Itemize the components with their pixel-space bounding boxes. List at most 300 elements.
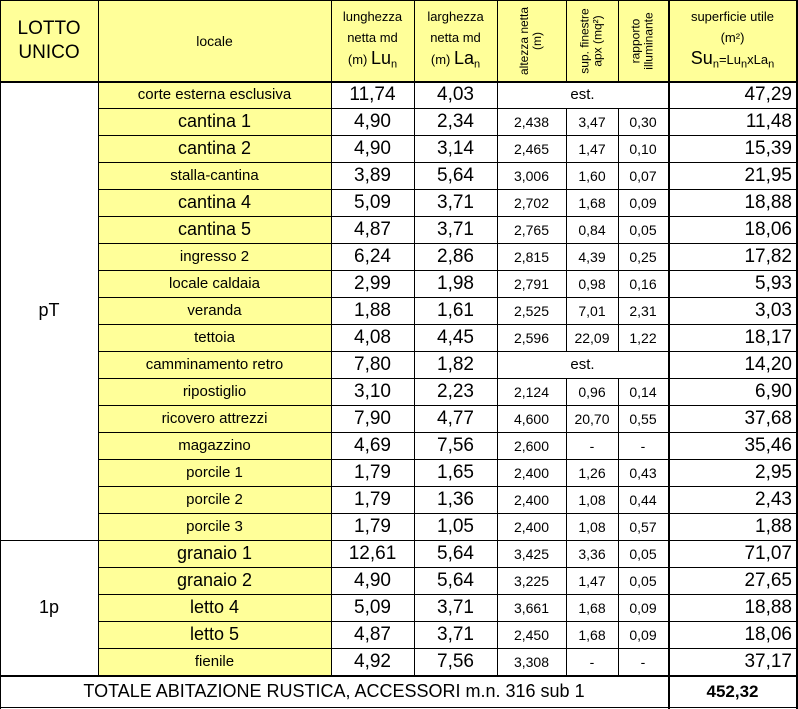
grid-line-vertical [497,0,498,82]
grid-line-vertical [497,189,498,217]
grid-line-vertical [497,486,498,514]
grid-line-vertical [497,243,498,271]
table-row-locale [98,486,331,513]
table-row-lunghezza [331,432,414,459]
table-row-finestre [566,135,618,162]
table-row-rapporto [618,432,668,459]
grid-line-horizontal [98,378,798,379]
table-row-rapporto [618,540,668,567]
table-row-rapporto [618,405,668,432]
table-row-rapporto [618,270,668,297]
table-row-locale [98,135,331,162]
lunghezza-value: 1,88 [354,299,391,321]
grid-line-vertical [566,540,567,568]
table-row-lunghezza [331,135,414,162]
group-label-text: 1p [38,597,60,617]
superficie-value: 2,43 [755,488,792,510]
grid-line-vertical [566,135,567,163]
locale-name: magazzino [178,437,251,454]
header-rapporto [618,0,668,81]
table-row-altezza [497,459,566,486]
table-row-finestre [566,648,618,675]
grid-line-horizontal [98,513,798,514]
grid-line-vertical [497,405,498,433]
locale-name: cantina 5 [177,219,252,239]
altezza-value: 2,600 [513,437,550,454]
table-row-superficie [668,621,797,648]
table-row-altezza [497,540,566,567]
locale-name: ingresso 2 [179,248,250,265]
grid-line-vertical [497,81,498,109]
grid-line-horizontal [0,675,798,677]
larghezza-value: 3,71 [437,191,474,213]
grid-line-horizontal [98,351,798,352]
grid-line-horizontal [98,567,798,568]
lunghezza-value: 4,90 [354,137,391,159]
altezza-value: 2,702 [513,194,550,211]
grid-line-vertical [0,0,1,709]
grid-line-vertical [566,378,567,406]
table-row-superficie [668,594,797,621]
superficie-value: 15,39 [744,137,792,159]
table-row-superficie [668,432,797,459]
table-row-altezza [497,594,566,621]
grid-line-vertical [497,648,498,676]
table-row-altezza [497,513,566,540]
grid-line-vertical [618,648,619,676]
table-row-finestre [566,405,618,432]
table-row-lunghezza [331,324,414,351]
grid-line-vertical [668,0,670,709]
grid-line-horizontal [98,189,798,190]
superficie-value: 37,17 [744,650,792,672]
total-value [668,675,797,708]
table-row-altezza [497,297,566,324]
table-row-rapporto [618,297,668,324]
larghezza-value: 5,64 [437,569,474,591]
altezza-value: 2,815 [513,248,550,265]
header-larghezza-sym: La [453,47,474,68]
finestre-value: 20,70 [574,410,610,427]
table-row-locale [98,216,331,243]
finestre-value: 1,08 [578,491,606,508]
lunghezza-value: 4,87 [354,218,391,240]
table-row-larghezza [414,135,497,162]
table-row-superficie [668,324,797,351]
table-row-lunghezza [331,189,414,216]
esterno-label: est. [570,86,595,103]
table-row-superficie [668,648,797,675]
grid-line-vertical [331,0,332,676]
table-row-locale [98,351,331,378]
grid-line-vertical [497,513,498,541]
superficie-value: 18,88 [744,191,792,213]
table-row-lunghezza [331,594,414,621]
grid-line-vertical [497,108,498,136]
locale-name: letto 4 [189,597,240,617]
table-row-finestre [566,432,618,459]
superficie-value: 71,07 [744,542,792,564]
table-row-locale [98,378,331,405]
rapporto-value: - [640,653,646,670]
formula-su: Su [690,47,713,68]
altezza-value: 3,308 [513,653,550,670]
lunghezza-value: 1,79 [354,461,391,483]
grid-line-vertical [566,594,567,622]
table-row-larghezza [414,486,497,513]
locale-name: cantina 1 [177,111,252,131]
table-row-lunghezza [331,513,414,540]
lunghezza-value: 4,08 [354,326,391,348]
grid-line-horizontal [98,243,798,244]
rapporto-value: 0,55 [629,410,657,427]
grid-line-vertical [618,432,619,460]
table-row-altezza [497,135,566,162]
grid-line-horizontal [98,324,798,325]
altezza-value: 2,124 [513,383,550,400]
locale-name: letto 5 [189,624,240,644]
table-row-locale [98,432,331,459]
locale-name: porcile 2 [186,491,243,508]
altezza-value: 3,225 [513,572,550,589]
grid-line-horizontal [98,621,798,622]
header-lotto [0,0,98,81]
header-larghezza-sub: n [474,58,481,71]
altezza-value: 3,006 [513,167,550,184]
total-label-text: TOTALE ABITAZIONE RUSTICA, ACCESSORI m.n. 316 sub 1 [83,681,585,701]
table-row-larghezza [414,513,497,540]
superficie-value: 35,46 [744,434,792,456]
header-lunghezza-line2: netta md [347,29,398,45]
locale-name: stalla-cantina [170,167,259,184]
table-row-rapporto [618,324,668,351]
grid-line-vertical [796,0,797,709]
table-row-superficie [668,486,797,513]
group-label-1p [0,540,98,675]
grid-line-vertical [618,594,619,622]
grid-line-horizontal [0,540,798,541]
table-row-altezza [497,189,566,216]
table-row-altezza [497,486,566,513]
rapporto-value: 0,16 [629,275,657,292]
rapporto-value: 0,44 [629,491,657,508]
table-row-finestre [566,162,618,189]
rapporto-value: 0,14 [629,383,657,400]
table-row-larghezza [414,324,497,351]
rapporto-value: 0,05 [629,545,657,562]
table-row-lunghezza [331,567,414,594]
larghezza-value: 4,45 [437,326,474,348]
finestre-value: 0,84 [578,221,606,238]
table-row-superficie [668,162,797,189]
table-row-superficie [668,189,797,216]
altezza-value: 4,600 [513,410,550,427]
grid-line-vertical [497,594,498,622]
larghezza-value: 3,71 [437,596,474,618]
larghezza-value: 4,03 [437,83,474,105]
rapporto-value: 0,30 [629,113,657,130]
grid-line-horizontal [98,432,798,433]
table-row-superficie [668,378,797,405]
locale-name: cantina 4 [177,192,252,212]
locale-name: porcile 1 [186,464,243,481]
table-row-superficie [668,540,797,567]
altezza-value: 2,438 [513,113,550,130]
grid-line-horizontal [98,162,798,163]
grid-line-vertical [497,432,498,460]
table-row-altezza [497,324,566,351]
grid-line-vertical [566,486,567,514]
table-row-lunghezza [331,621,414,648]
finestre-value: 1,60 [578,167,606,184]
table-row-larghezza [414,540,497,567]
finestre-value: 1,68 [578,626,606,643]
altezza-value: 3,661 [513,599,550,616]
table-row-lunghezza [331,216,414,243]
superficie-value: 37,68 [744,407,792,429]
grid-line-vertical [566,189,567,217]
table-row-larghezza [414,270,497,297]
table-row-larghezza [414,108,497,135]
grid-line-horizontal [98,459,798,460]
superficie-value: 27,65 [744,569,792,591]
table-row-rapporto [618,648,668,675]
grid-line-horizontal [98,648,798,649]
rapporto-value: 0,57 [629,518,657,535]
grid-line-horizontal [98,108,798,109]
table-row-superficie [668,243,797,270]
header-superficie-formula [691,48,774,76]
table-row-rapporto [618,162,668,189]
table-row-lunghezza [331,405,414,432]
superficie-value: 21,95 [744,164,792,186]
table-row-locale [98,513,331,540]
grid-line-vertical [618,108,619,136]
altezza-value: 2,450 [513,626,550,643]
finestre-value: 1,47 [578,140,606,157]
superficie-value: 11,48 [745,110,792,132]
grid-line-vertical [618,486,619,514]
grid-line-vertical [566,621,567,649]
lunghezza-value: 4,90 [354,569,391,591]
lunghezza-value: 2,99 [354,272,391,294]
formula-lu-sub: n [741,58,748,71]
grid-line-vertical [618,621,619,649]
grid-line-vertical [618,270,619,298]
larghezza-value: 1,61 [437,299,474,321]
grid-line-vertical [497,135,498,163]
table-row-larghezza [414,378,497,405]
table-row-lunghezza [331,297,414,324]
lunghezza-value: 1,79 [354,515,391,537]
lunghezza-value: 11,74 [349,83,396,105]
larghezza-value: 3,71 [437,218,474,240]
header-altezza-text [518,6,544,74]
table-row-lunghezza [331,270,414,297]
grid-line-vertical [566,0,567,82]
larghezza-value: 2,23 [437,380,474,402]
grid-line-vertical [414,0,415,676]
finestre-value: 1,68 [578,194,606,211]
total-value-text: 452,32 [706,681,759,701]
header-lunghezza [331,0,414,81]
table-row-altezza [497,621,566,648]
rapporto-value: 0,43 [629,464,657,481]
table-row-rapporto [618,216,668,243]
table-row-locale [98,459,331,486]
locale-name: ripostiglio [182,383,247,400]
grid-line-vertical [618,567,619,595]
grid-line-vertical [618,0,619,82]
header-finestre [566,0,618,81]
table-row-larghezza [414,567,497,594]
finestre-value: 22,09 [574,329,610,346]
larghezza-value: 1,36 [437,488,474,510]
superficie-value: 2,95 [755,461,792,483]
total-label [0,675,668,708]
table-row-superficie [668,135,797,162]
table-row-finestre [566,486,618,513]
grid-line-horizontal [98,270,798,271]
grid-line-vertical [497,378,498,406]
table-row-finestre [566,594,618,621]
rapporto-value: 0,09 [629,599,657,616]
grid-line-horizontal [0,0,798,1]
header-lotto-line2: UNICO [18,41,80,63]
grid-line-vertical [497,216,498,244]
table-row-locale [98,108,331,135]
table-row-superficie [668,459,797,486]
table-row-rapporto [618,567,668,594]
table-row-lunghezza [331,540,414,567]
larghezza-value: 4,77 [437,407,474,429]
formula-su-sub: n [712,58,719,71]
lunghezza-value: 5,09 [354,596,391,618]
header-altezza [497,0,566,81]
header-rapporto-text [630,12,656,69]
locale-name: veranda [187,302,242,319]
larghezza-value: 2,86 [437,245,474,267]
table-row-finestre [566,567,618,594]
grid-line-vertical [618,405,619,433]
table-row-finestre [566,621,618,648]
grid-line-vertical [618,216,619,244]
header-larghezza [414,0,497,81]
table-row-superficie [668,567,797,594]
table-row-lunghezza [331,351,414,378]
grid-line-vertical [618,378,619,406]
larghezza-value: 2,34 [437,110,474,132]
table-row-lunghezza [331,162,414,189]
rapporto-value: 1,22 [629,329,657,346]
formula-eq: =Lu [718,51,741,67]
lunghezza-value: 3,10 [354,380,391,402]
locale-name: cantina 2 [177,138,252,158]
grid-line-vertical [618,297,619,325]
formula-la-sub: n [768,58,775,71]
table-row-rapporto [618,513,668,540]
finestre-value: 1,26 [578,464,606,481]
table-row-superficie [668,216,797,243]
table-row-lunghezza [331,378,414,405]
esterno-label: est. [570,356,595,373]
table-row-rapporto [618,189,668,216]
lunghezza-value: 7,90 [354,407,391,429]
grid-line-vertical [566,297,567,325]
grid-line-horizontal [98,135,798,136]
table-row-superficie [668,108,797,135]
table-row-larghezza [414,648,497,675]
altezza-value: 3,425 [513,545,550,562]
larghezza-value: 3,71 [437,623,474,645]
grid-line-vertical [566,432,567,460]
superficie-value: 18,06 [744,218,792,240]
table-row-larghezza [414,459,497,486]
table-row-altezza [497,405,566,432]
rapporto-value: 0,05 [629,221,657,238]
lunghezza-value: 3,89 [354,164,391,186]
grid-line-horizontal [0,81,798,83]
header-larghezza-line2: netta md [430,29,481,45]
grid-line-horizontal [98,216,798,217]
header-lunghezza-unit: (m) [347,51,371,67]
table-row-larghezza [414,189,497,216]
finestre-value: 1,47 [578,572,606,589]
table-row-finestre [566,297,618,324]
finestre-value: 3,36 [578,545,606,562]
lunghezza-value: 12,61 [348,542,397,564]
table-row-rapporto [618,594,668,621]
table-row-larghezza [414,162,497,189]
grid-line-vertical [618,540,619,568]
grid-line-vertical [98,0,99,676]
grid-line-vertical [618,135,619,163]
grid-line-vertical [618,324,619,352]
finestre-value: 3,47 [578,113,606,130]
larghezza-value: 1,82 [437,353,474,375]
table-row-superficie [668,297,797,324]
rapporto-value: 0,05 [629,572,657,589]
superficie-value: 1,88 [755,515,792,537]
table-row-finestre [566,324,618,351]
table-row-larghezza [414,243,497,270]
table-row-lunghezza [331,108,414,135]
superficie-value: 18,17 [744,326,792,348]
table-row-finestre [566,243,618,270]
grid-line-vertical [566,243,567,271]
table-row-altezza [497,108,566,135]
locale-name: locale caldaia [169,275,260,292]
grid-line-vertical [497,270,498,298]
table-row-larghezza [414,297,497,324]
rapporto-value: 0,09 [629,626,657,643]
header-finestre-line1: sup. finestre [578,7,592,74]
larghezza-value: 5,64 [437,542,474,564]
grid-line-vertical [618,459,619,487]
table-row-esterno [497,351,668,378]
grid-line-vertical [497,621,498,649]
lunghezza-value: 5,09 [354,191,391,213]
finestre-value: 1,08 [578,518,606,535]
table-row-locale [98,270,331,297]
locale-name: corte esterna esclusiva [137,86,292,103]
table-row-lunghezza [331,243,414,270]
table-row-lunghezza [331,459,414,486]
table-row-locale [98,594,331,621]
grid-line-vertical [566,270,567,298]
table-row-altezza [497,243,566,270]
rapporto-value: 2,31 [629,302,657,319]
